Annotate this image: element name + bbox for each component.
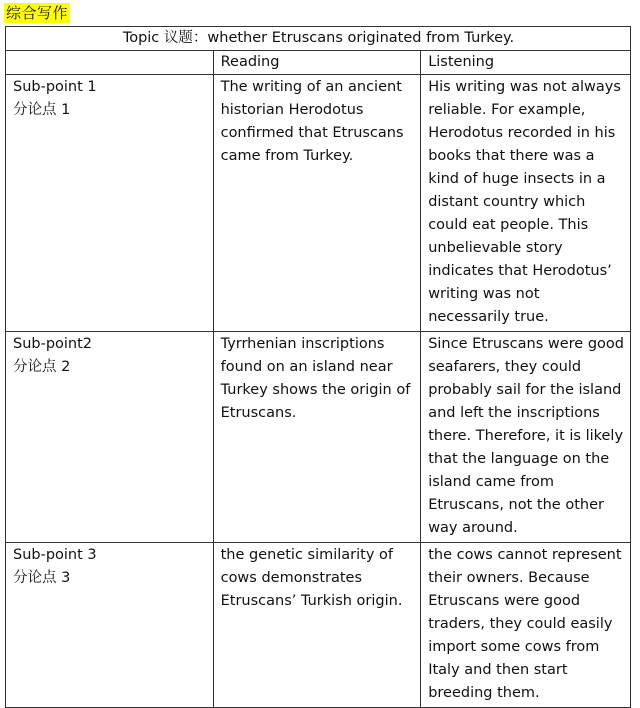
listening-text-line: the cows cannot represent — [428, 547, 622, 563]
listening-text-line: traders, they could easily — [428, 616, 613, 632]
listening-cell — [421, 332, 631, 543]
topic-cell: Topic 议题：whether Etruscans originated from Turkey. — [6, 27, 631, 51]
listening-text-line: import some cows from — [428, 639, 600, 655]
reading-text-line: The writing of an ancient — [220, 79, 402, 95]
comparison-table — [5, 26, 631, 708]
header-row — [6, 51, 631, 75]
listening-text-line: necessarily true. — [428, 309, 549, 325]
subpoint-cell — [6, 543, 214, 708]
reading-text-line: Etruscans’ Turkish origin. — [220, 593, 403, 609]
listening-text-line: His writing was not always — [428, 79, 621, 95]
listening-text-line: Italy and then start — [428, 662, 568, 678]
subpoint-label-cn: 分论点 1 — [13, 102, 71, 118]
table-row — [6, 543, 631, 708]
reading-cell — [213, 75, 421, 332]
reading-header: Reading — [213, 51, 421, 75]
reading-text-line: cows demonstrates — [220, 570, 363, 586]
listening-text-line: breeding them. — [428, 685, 540, 701]
reading-text-line: Turkey shows the origin of — [220, 382, 411, 398]
section-heading: 综合写作 — [6, 4, 69, 22]
listening-text-line: that the language on the — [428, 451, 610, 467]
listening-text-line: distant country which — [428, 194, 586, 210]
table-body — [6, 27, 631, 708]
listening-text-line: indicates that Herodotus’ — [428, 263, 612, 279]
subpoint-label-cn: 分论点 2 — [13, 359, 71, 375]
listening-text-line: way around. — [428, 520, 518, 536]
listening-text-line: unbelievable story — [428, 240, 563, 256]
listening-text-line: Etruscans were good — [428, 593, 581, 609]
listening-text-line: probably sail for the island — [428, 382, 622, 398]
listening-text-line: reliable. For example, — [428, 102, 586, 118]
subpoint-cell — [6, 332, 214, 543]
listening-header: Listening — [421, 51, 631, 75]
listening-cell — [421, 75, 631, 332]
listening-text-line: their owners. Because — [428, 570, 590, 586]
listening-text-line: and left the inscriptions — [428, 405, 600, 421]
subpoint-label-cn: 分论点 3 — [13, 570, 71, 586]
subpoint-label: Sub-point 1 — [13, 79, 97, 95]
subpoint-label: Sub-point 3 — [13, 547, 97, 563]
header-empty-cell — [6, 51, 214, 75]
reading-text-line: came from Turkey. — [220, 148, 354, 164]
listening-text-line: there. Therefore, it is likely — [428, 428, 624, 444]
listening-text-line: Etruscans, not the other — [428, 497, 604, 513]
listening-text-line: Since Etruscans were good — [428, 336, 624, 352]
listening-text-line: books that there was a — [428, 148, 595, 164]
reading-text-line: the genetic similarity of — [220, 547, 394, 563]
reading-text-line: found on an island near — [220, 359, 393, 375]
subpoint-label: Sub-point2 — [13, 336, 93, 352]
listening-text-line: Herodotus recorded in his — [428, 125, 616, 141]
reading-cell — [213, 332, 421, 543]
subpoint-cell — [6, 75, 214, 332]
reading-cell — [213, 543, 421, 708]
reading-text-line: Tyrrhenian inscriptions — [220, 336, 385, 352]
table-row — [6, 332, 631, 543]
table-row — [6, 75, 631, 332]
reading-text-line: confirmed that Etruscans — [220, 125, 404, 141]
topic-row — [6, 27, 631, 51]
listening-text-line: island came from — [428, 474, 554, 490]
heading-wrap — [4, 3, 70, 25]
listening-text-line: writing was not — [428, 286, 540, 302]
listening-text-line: could eat people. This — [428, 217, 589, 233]
listening-text-line: kind of huge insects in a — [428, 171, 606, 187]
listening-cell — [421, 543, 631, 708]
listening-text-line: seafarers, they could — [428, 359, 582, 375]
reading-text-line: historian Herodotus — [220, 102, 364, 118]
reading-text-line: Etruscans. — [220, 405, 297, 421]
